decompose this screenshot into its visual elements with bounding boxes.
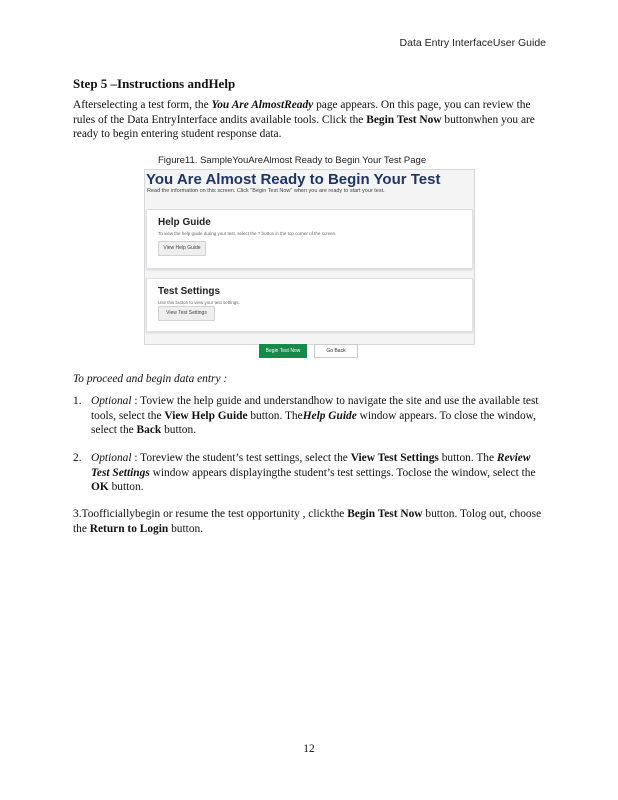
back-button-ref: Back xyxy=(136,424,162,436)
item-text: : Toreview the student’s test settings, select the xyxy=(131,452,351,464)
item-text: button. xyxy=(161,424,197,436)
list-number: 3. xyxy=(73,508,82,520)
begin-test-now-button[interactable]: Begin Test Now xyxy=(259,344,307,358)
intro-text: Afterselecting a test form, the xyxy=(73,99,212,111)
list-number: 2. xyxy=(73,452,82,464)
list-item-text xyxy=(91,451,548,495)
view-help-guide-ref: View Help Guide xyxy=(164,409,248,422)
list-item xyxy=(73,394,548,438)
view-help-guide-button[interactable]: View Help Guide xyxy=(158,241,206,256)
return-to-login-ref: Return to Login xyxy=(89,522,169,535)
help-guide-panel xyxy=(146,209,473,269)
intro-text: buttonwhen you are ready to begin entering student response data. xyxy=(73,113,535,140)
figure-caption: Figure11. SampleYouAreAlmost Ready to Begin Your Test Page xyxy=(158,155,427,166)
list-number: 1. xyxy=(73,395,82,407)
optional-label: Optional xyxy=(91,452,132,464)
intro-text: page appears. On this page, you can review the rules of the Data EntryInterface andits available tools. Click the xyxy=(73,99,531,126)
review-test-settings-window-ref: Review Test Settings xyxy=(91,452,531,479)
item-text: : Toview the help guide and understandhow to navigate the site and use the available test tools, select the xyxy=(91,395,539,422)
item-text: button. xyxy=(108,481,144,493)
test-settings-title: Test Settings xyxy=(158,286,221,297)
intro-paragraph xyxy=(73,98,543,142)
list-item-text xyxy=(73,507,548,536)
item-text: Toofficiallybegin or resume the test opportunity , clickthe xyxy=(81,508,348,520)
item-text: button. The xyxy=(247,409,303,422)
item-text: button. The xyxy=(438,452,497,464)
item-text: button. xyxy=(168,522,204,535)
proceed-instruction: To proceed and begin data entry : xyxy=(73,373,228,385)
begin-button-ref: Begin Test Now xyxy=(366,113,442,126)
item-text: button. Tolog out, choose the xyxy=(73,508,542,535)
view-test-settings-button[interactable]: View Test Settings xyxy=(158,306,215,321)
help-guide-window-ref: Help Guide xyxy=(302,409,357,422)
list-item xyxy=(73,451,548,495)
list-item xyxy=(73,507,548,536)
screenshot-subtitle: Read the information on this screen. Click "Begin Test Now" when you are ready to start your test. xyxy=(147,188,385,194)
view-test-settings-ref: View Test Settings xyxy=(350,452,439,464)
test-settings-panel xyxy=(146,278,473,332)
item-text: window appears displayingthe student’s test settings. Toclose the window, select the xyxy=(149,466,536,479)
go-back-button[interactable]: Go Back xyxy=(314,344,358,358)
page-number: 12 xyxy=(303,743,315,755)
step-heading: Step 5 –Instructions andHelp xyxy=(73,76,236,91)
list-item-text xyxy=(91,394,548,438)
running-header: Data Entry InterfaceUser Guide xyxy=(399,37,546,49)
item-text: window appears. To close the window, select the xyxy=(91,409,536,436)
sample-page-screenshot xyxy=(144,169,475,345)
begin-test-now-ref: Begin Test Now xyxy=(347,508,423,520)
screenshot-title: You Are Almost Ready to Begin Your Test xyxy=(146,171,441,188)
page-name-ref: You Are AlmostReady xyxy=(211,99,314,111)
help-guide-title: Help Guide xyxy=(158,217,211,228)
help-guide-description: To view the help guide during your test, select the ? button in the top corner of the screen. xyxy=(158,231,337,236)
optional-label: Optional xyxy=(91,395,132,407)
test-settings-description: Use this button to view your test settings. xyxy=(158,300,240,305)
ok-button-ref: OK xyxy=(91,481,109,493)
